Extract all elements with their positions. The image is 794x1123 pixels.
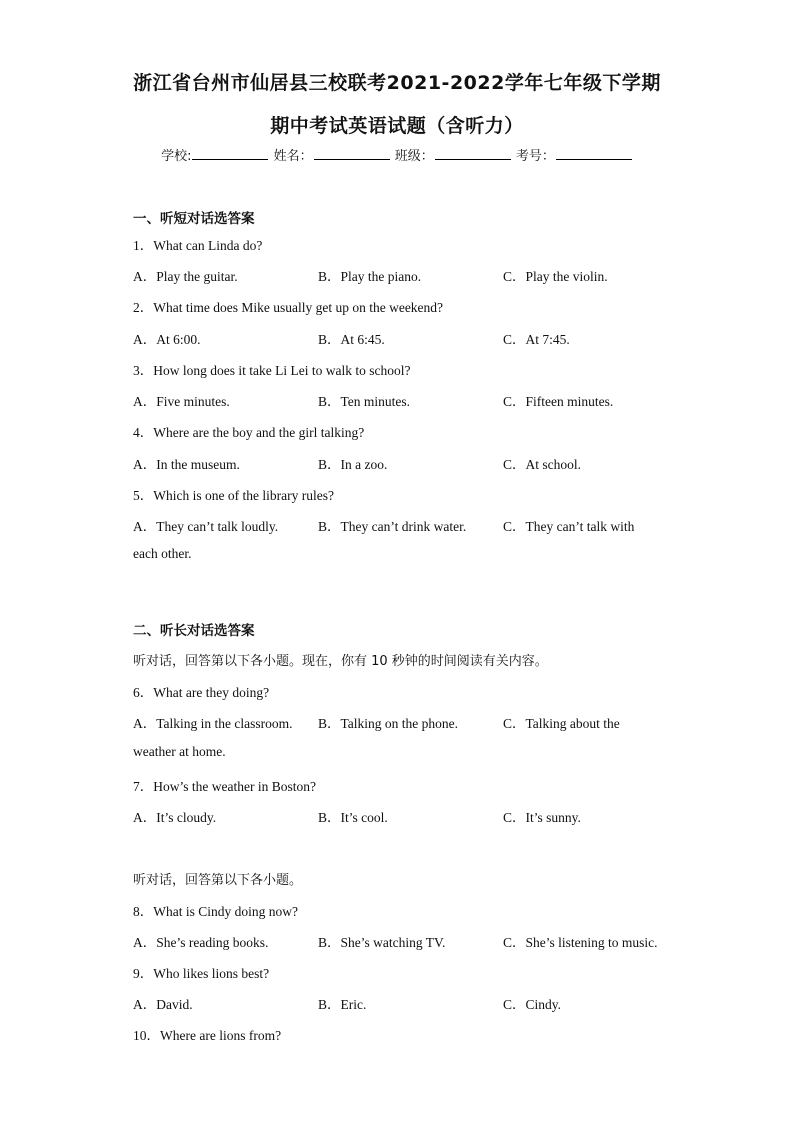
q5-option-b: B．They can’t drink water.: [318, 519, 467, 534]
q7-option-b: B．It’s cool.: [318, 810, 388, 825]
class-blank[interactable]: [435, 147, 511, 160]
q8-option-a: A．She’s reading books.: [133, 935, 269, 950]
number-blank[interactable]: [556, 147, 632, 160]
section-1-heading: 一、听短对话选答案: [133, 211, 255, 227]
question-1: 1．What can Linda do?: [133, 238, 263, 253]
q8-option-c: C．She’s listening to music.: [503, 935, 658, 950]
q9-option-c: C．Cindy.: [503, 997, 562, 1012]
question-5: 5．Which is one of the library rules?: [133, 488, 334, 503]
question-3: 3．How long does it take Li Lei to walk to school?: [133, 363, 411, 378]
q5-option-c: C．They can’t talk with: [503, 519, 635, 534]
question-6: 6．What are they doing?: [133, 685, 270, 700]
section-2-intro-2: 听对话，回答第以下各小题。: [133, 873, 303, 888]
q6-option-a: A．Talking in the classroom.: [133, 716, 293, 731]
q6-option-c-continued: weather at home.: [133, 744, 226, 759]
exam-title-line-2: 期中考试英语试题（含听力）: [270, 115, 524, 137]
q1-option-a: A．Play the guitar.: [133, 269, 238, 284]
question-4: 4．Where are the boy and the girl talking?: [133, 425, 365, 440]
question-10: 10．Where are lions from?: [133, 1028, 282, 1043]
section-2-intro-1: 听对话，回答第以下各小题。现在，你有 10 秒钟的时间阅读有关内容。: [133, 654, 548, 669]
q6-option-b: B．Talking on the phone.: [318, 716, 459, 731]
q7-option-c: C．It’s sunny.: [503, 810, 581, 825]
school-blank[interactable]: [192, 147, 268, 160]
q6-option-c: C．Talking about the: [503, 716, 620, 731]
q7-option-a: A．It’s cloudy.: [133, 810, 217, 825]
q2-option-c: C．At 7:45.: [503, 332, 570, 347]
name-blank[interactable]: [314, 147, 390, 160]
q5-option-c-continued: each other.: [133, 546, 192, 561]
q3-option-a: A．Five minutes.: [133, 394, 230, 409]
q1-option-b: B．Play the piano.: [318, 269, 422, 284]
q4-option-a: A．In the museum.: [133, 457, 240, 472]
question-7: 7．How’s the weather in Boston?: [133, 779, 316, 794]
q3-option-b: B．Ten minutes.: [318, 394, 411, 409]
q2-option-b: B．At 6:45.: [318, 332, 385, 347]
name-label: 姓名：: [273, 149, 313, 164]
school-label: 学校:: [161, 149, 192, 164]
exam-title-line-1: 浙江省台州市仙居县三校联考2021-2022学年七年级下学期: [133, 72, 661, 94]
q8-option-b: B．She’s watching TV.: [318, 935, 446, 950]
q9-option-b: B．Eric.: [318, 997, 367, 1012]
number-label: 考号：: [515, 149, 555, 164]
student-info-line: [0, 145, 794, 164]
question-8: 8．What is Cindy doing now?: [133, 904, 298, 919]
q5-option-a: A．They can’t talk loudly.: [133, 519, 279, 534]
section-2-heading: 二、听长对话选答案: [133, 623, 255, 639]
q4-option-c: C．At school.: [503, 457, 582, 472]
q1-option-c: C．Play the violin.: [503, 269, 608, 284]
q3-option-c: C．Fifteen minutes.: [503, 394, 614, 409]
q2-option-a: A．At 6:00.: [133, 332, 201, 347]
q4-option-b: B．In a zoo.: [318, 457, 388, 472]
q9-option-a: A．David.: [133, 997, 193, 1012]
question-2: 2．What time does Mike usually get up on the weekend?: [133, 300, 444, 315]
question-9: 9．Who likes lions best?: [133, 966, 270, 981]
class-label: 班级：: [394, 149, 434, 164]
